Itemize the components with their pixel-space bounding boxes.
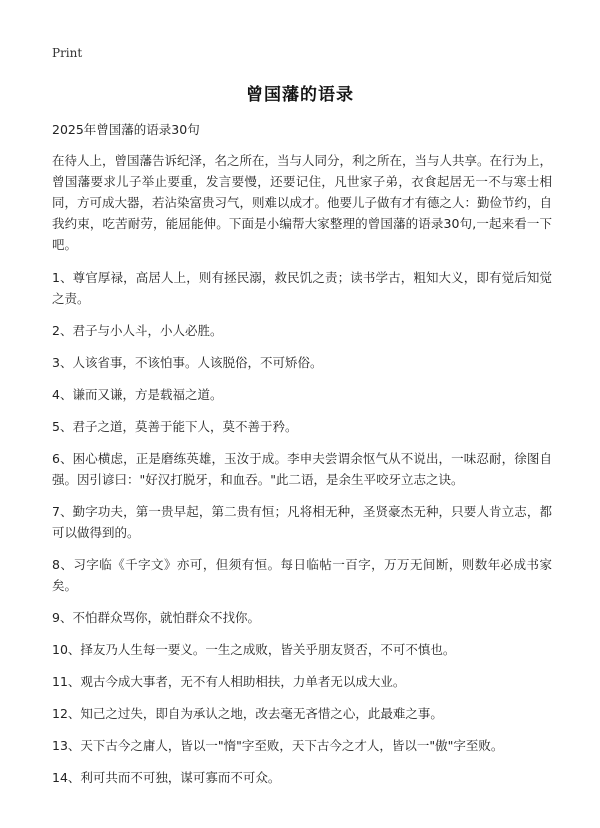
quote-item: 9、不怕群众骂你，就怕群众不找你。 (52, 610, 260, 625)
page-title: 曾国藩的语录 (246, 85, 354, 105)
quote-item: 12、知己之过失，即自为承认之地，改去毫无吝惜之心，此最难之事。 (52, 706, 443, 721)
quote-item: 6、困心横虑，正是磨练英雄，玉汝于成。李申夫尝谓余怄气从不说出，一味忍耐，徐图自强。因引谚曰："好汉打脱牙，和血吞。"此二语，是余生平咬牙立志之诀。 (52, 451, 552, 487)
article-body (52, 150, 552, 799)
quote-item: 10、择友乃人生每一要义。一生之成败，皆关乎朋友贤否，不可不慎也。 (52, 642, 456, 657)
quote-item: 4、谦而又谦，方是载福之道。 (52, 387, 223, 402)
quote-item: 13、天下古今之庸人，皆以一"惰"字至败，天下古今之才人，皆以一"傲"字至败。 (52, 738, 504, 753)
quote-item: 1、尊官厚禄，高居人上，则有拯民溺，救民饥之责；读书学古，粗知大义，即有觉后知觉之责。 (52, 270, 552, 306)
print-link[interactable]: Print (52, 46, 83, 60)
document-subtitle: 2025年曾国藩的语录30句 (52, 122, 200, 137)
quote-item: 14、利可共而不可独，谋可寡而不可众。 (52, 770, 281, 785)
intro-paragraph: 在待人上，曾国藩告诉纪泽，名之所在，当与人同分，利之所在，当与人共享。在行为上，曾国藩要求儿子举止要重，发言要慢，还要记住，凡世家子弟，衣食起居无一不与寒士相同，方可成大器，若沾染富贵习气，则难以成才。他要儿子做有才有德之人：勤俭节约，自我约束，吃苦耐劳，能屈能伸。下面是小编帮大家整理的曾国藩的语录30句,一起来看一下吧。 (52, 153, 553, 252)
quote-item: 11、观古今成大事者，无不有人相助相扶，力单者无以成大业。 (52, 674, 406, 689)
quote-item: 2、君子与小人斗，小人必胜。 (52, 323, 223, 338)
quote-item: 8、习字临《千字文》亦可，但须有恒。每日临帖一百字，万万无间断，则数年必成书家矣。 (52, 557, 552, 593)
quote-item: 7、勤字功夫，第一贵早起，第二贵有恒；凡将相无种，圣贤豪杰无种，只要人肯立志，都可以做得到的。 (52, 504, 552, 540)
quote-item: 3、人该省事，不该怕事。人该脱俗，不可矫俗。 (52, 355, 323, 370)
quote-item: 5、君子之道，莫善于能下人，莫不善于矜。 (52, 419, 298, 434)
